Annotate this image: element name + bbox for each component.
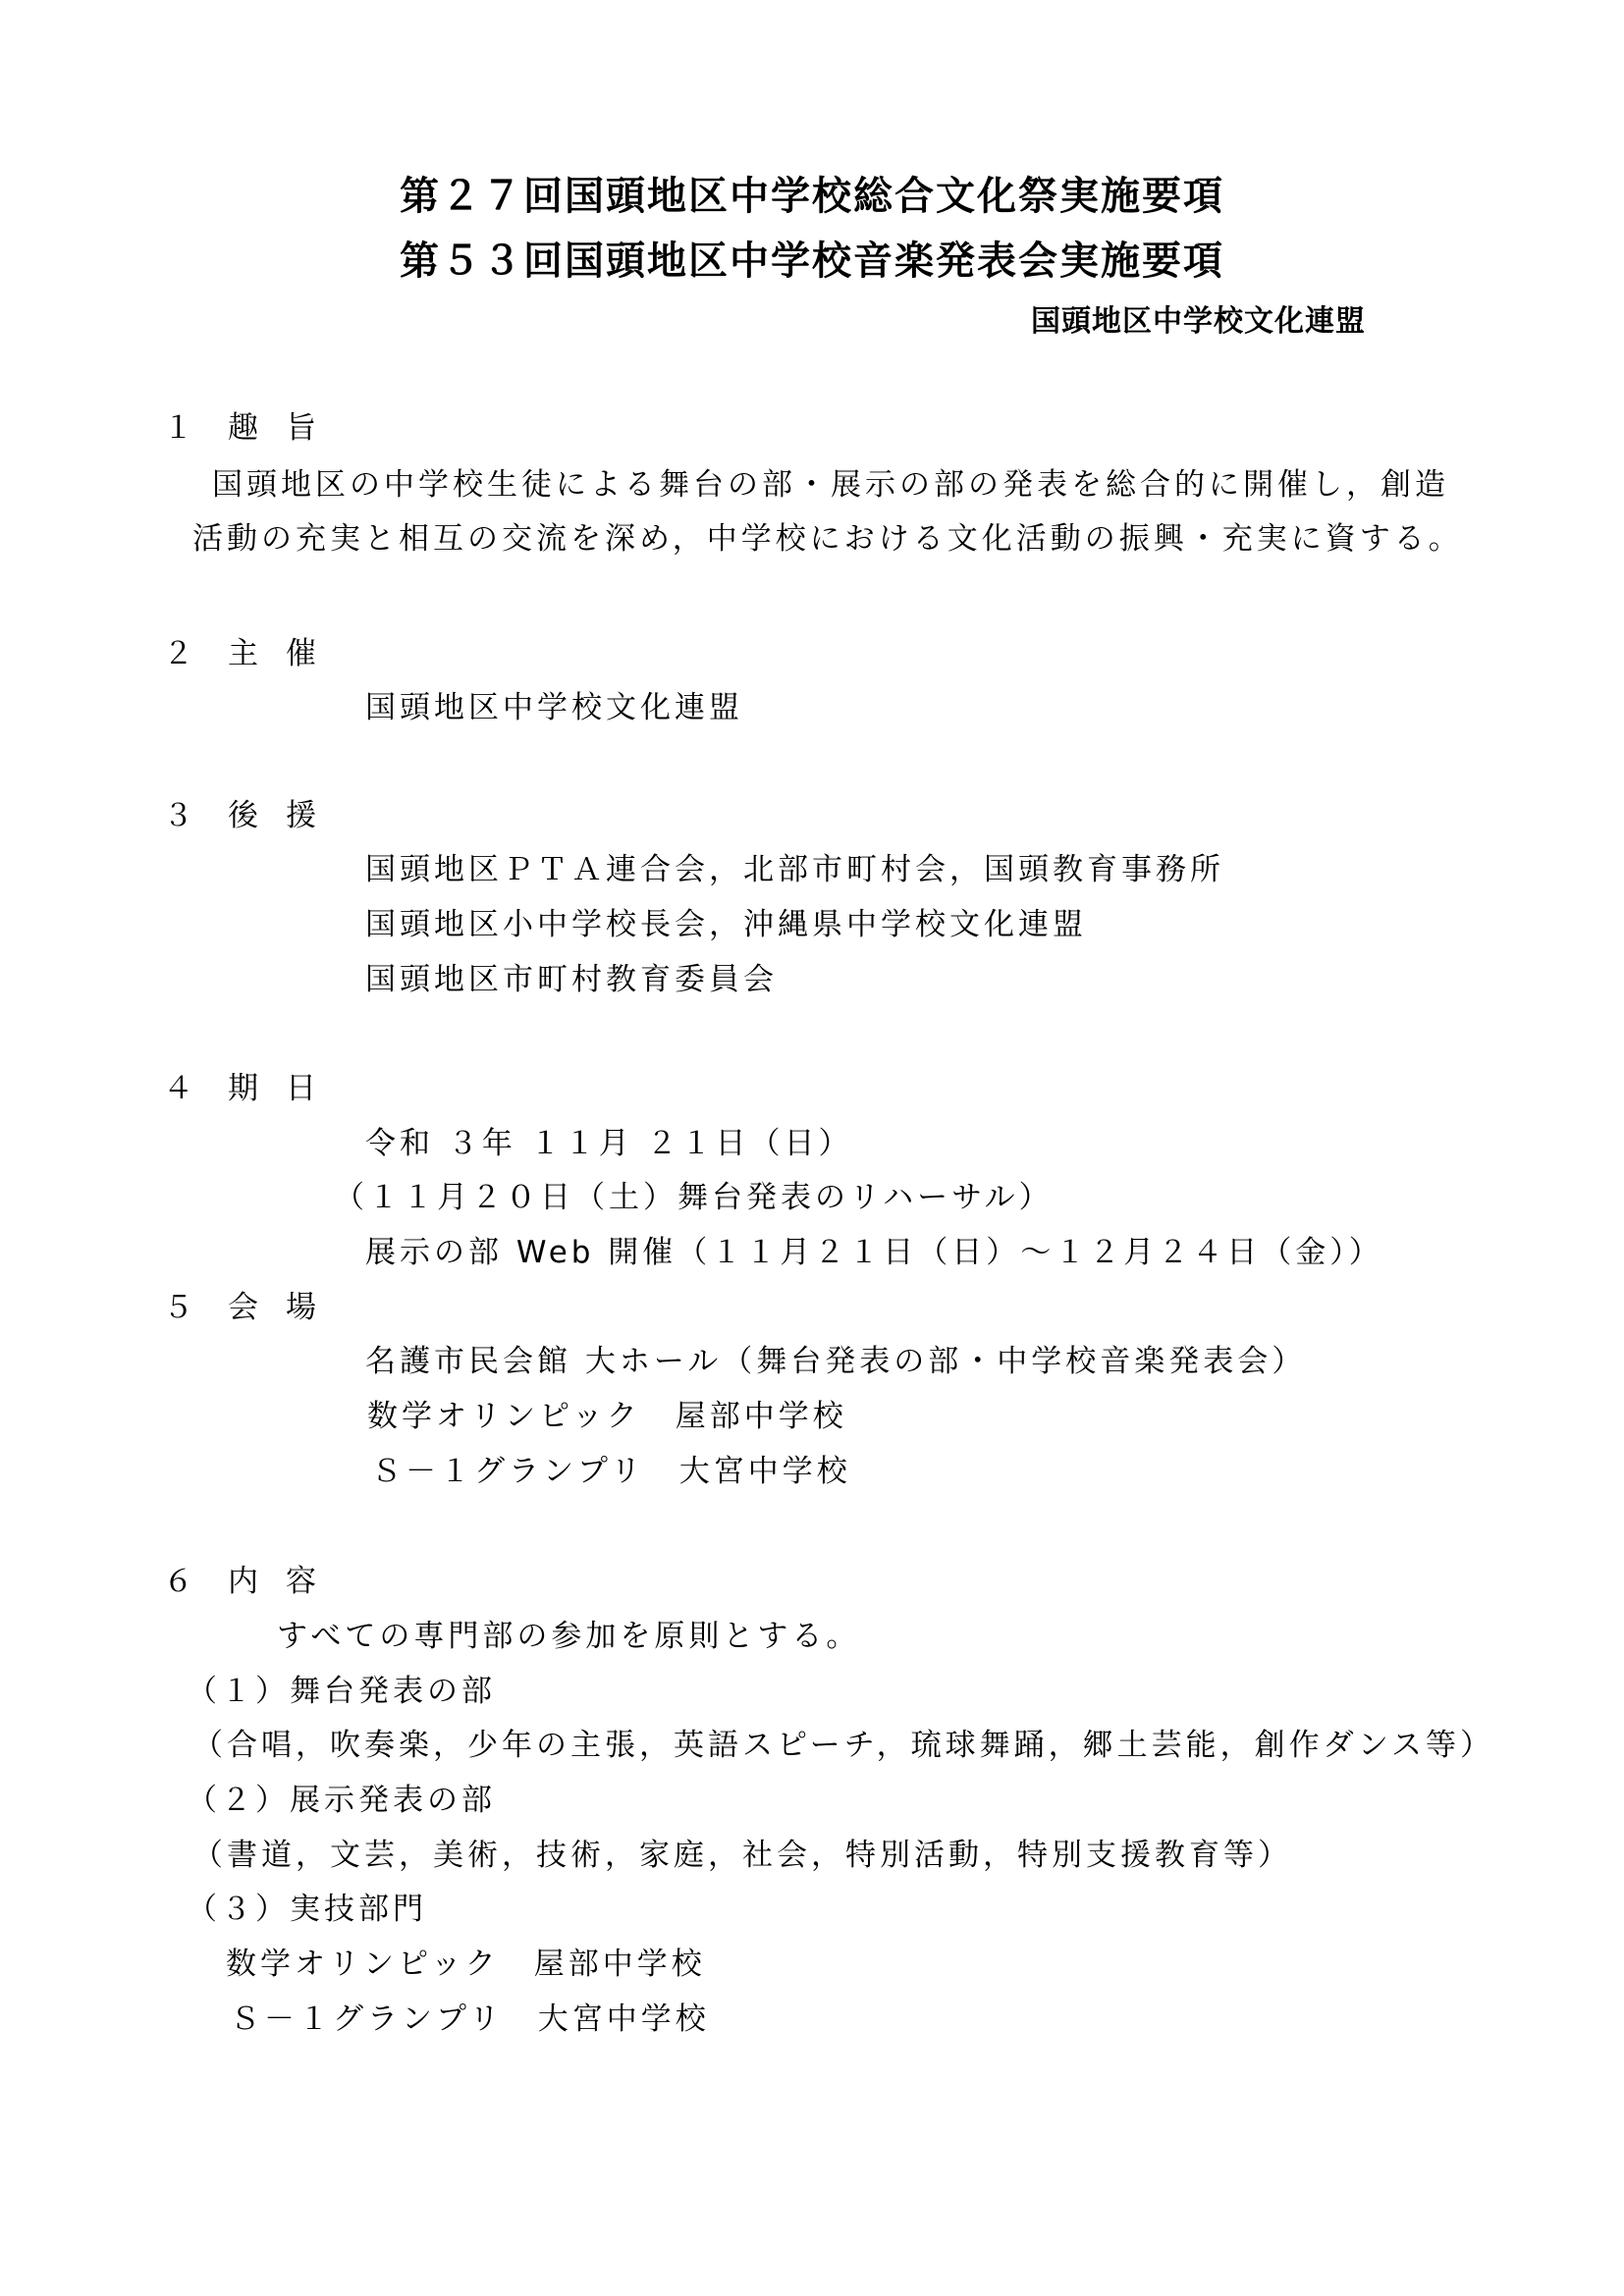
section-6-item-1-detail: （合唱，吹奏楽，少年の主張，英語スピーチ，琉球舞踊，郷土芸能，創作ダンス等） [192,1728,1494,1763]
section-2-number: ２ [163,636,193,671]
section-3-heading: 後援 [228,798,344,833]
document-title-line2: 第５３回国頭地区中学校音楽発表会実施要項 [400,239,1224,284]
section-6-item-3-label: （３）実技部門 [187,1892,427,1927]
section-2-line-1: 国頭地区中学校文化連盟 [365,690,743,725]
section-5-heading: 会場 [228,1290,344,1325]
section-6-item-1-label: （１）舞台発表の部 [187,1674,496,1709]
section-3-number: ３ [163,798,193,833]
section-1-heading: 趣旨 [228,410,344,446]
section-5-line-3: Ｓ－１グランプリ 大宮中学校 [371,1454,851,1489]
section-4-line-1: 令和 ３年 １１月 ２１日（日） [365,1126,853,1161]
section-6-item-2-detail: （書道，文芸，美術，技術，家庭，社会，特別活動，特別支援教育等） [192,1838,1292,1873]
section-6-item-2-label: （２）展示発表の部 [187,1783,496,1818]
section-1-number: １ [163,410,193,446]
section-3-line-3: 国頭地区市町村教育委員会 [365,962,778,997]
section-4-number: ４ [163,1071,193,1106]
section-6-item-3-line-2: Ｓ－１グランプリ 大宮中学校 [230,2002,710,2037]
section-1-line-2: 活動の充実と相互の交流を深め，中学校における文化活動の振興・充実に資する。 [192,521,1463,557]
section-5-number: ５ [163,1290,193,1325]
section-3-line-1: 国頭地区ＰＴＡ連合会，北部市町村会，国頭教育事務所 [365,852,1224,887]
section-3-line-2: 国頭地区小中学校長会，沖縄県中学校文化連盟 [365,907,1087,942]
document-title-line1: 第２７回国頭地区中学校総合文化祭実施要項 [400,174,1224,219]
section-2-heading: 主催 [228,636,344,671]
section-4-line-3: 展示の部 Web 開催（１１月２１日（日）～１２月２４日（金）） [365,1235,1383,1270]
section-6-number: ６ [163,1564,193,1599]
section-6-heading: 内容 [228,1564,344,1599]
section-5-line-2: 数学オリンピック 屋部中学校 [367,1399,847,1434]
section-4-heading: 期日 [228,1071,344,1106]
section-1-line-1: 国頭地区の中学校生徒による舞台の部・展示の部の発表を総合的に開催し，創造 [212,467,1449,503]
organizer-name: 国頭地区中学校文化連盟 [1031,304,1366,339]
section-5-line-1: 名護市民会館 大ホール（舞台発表の部・中学校音楽発表会） [365,1344,1307,1379]
section-6-intro: すべての専門部の参加を原則とする。 [277,1619,861,1654]
section-4-line-2: （１１月２０日（土）舞台発表のリハーサル） [334,1180,1054,1215]
section-6-item-3-line-1: 数学オリンピック 屋部中学校 [226,1947,706,1982]
